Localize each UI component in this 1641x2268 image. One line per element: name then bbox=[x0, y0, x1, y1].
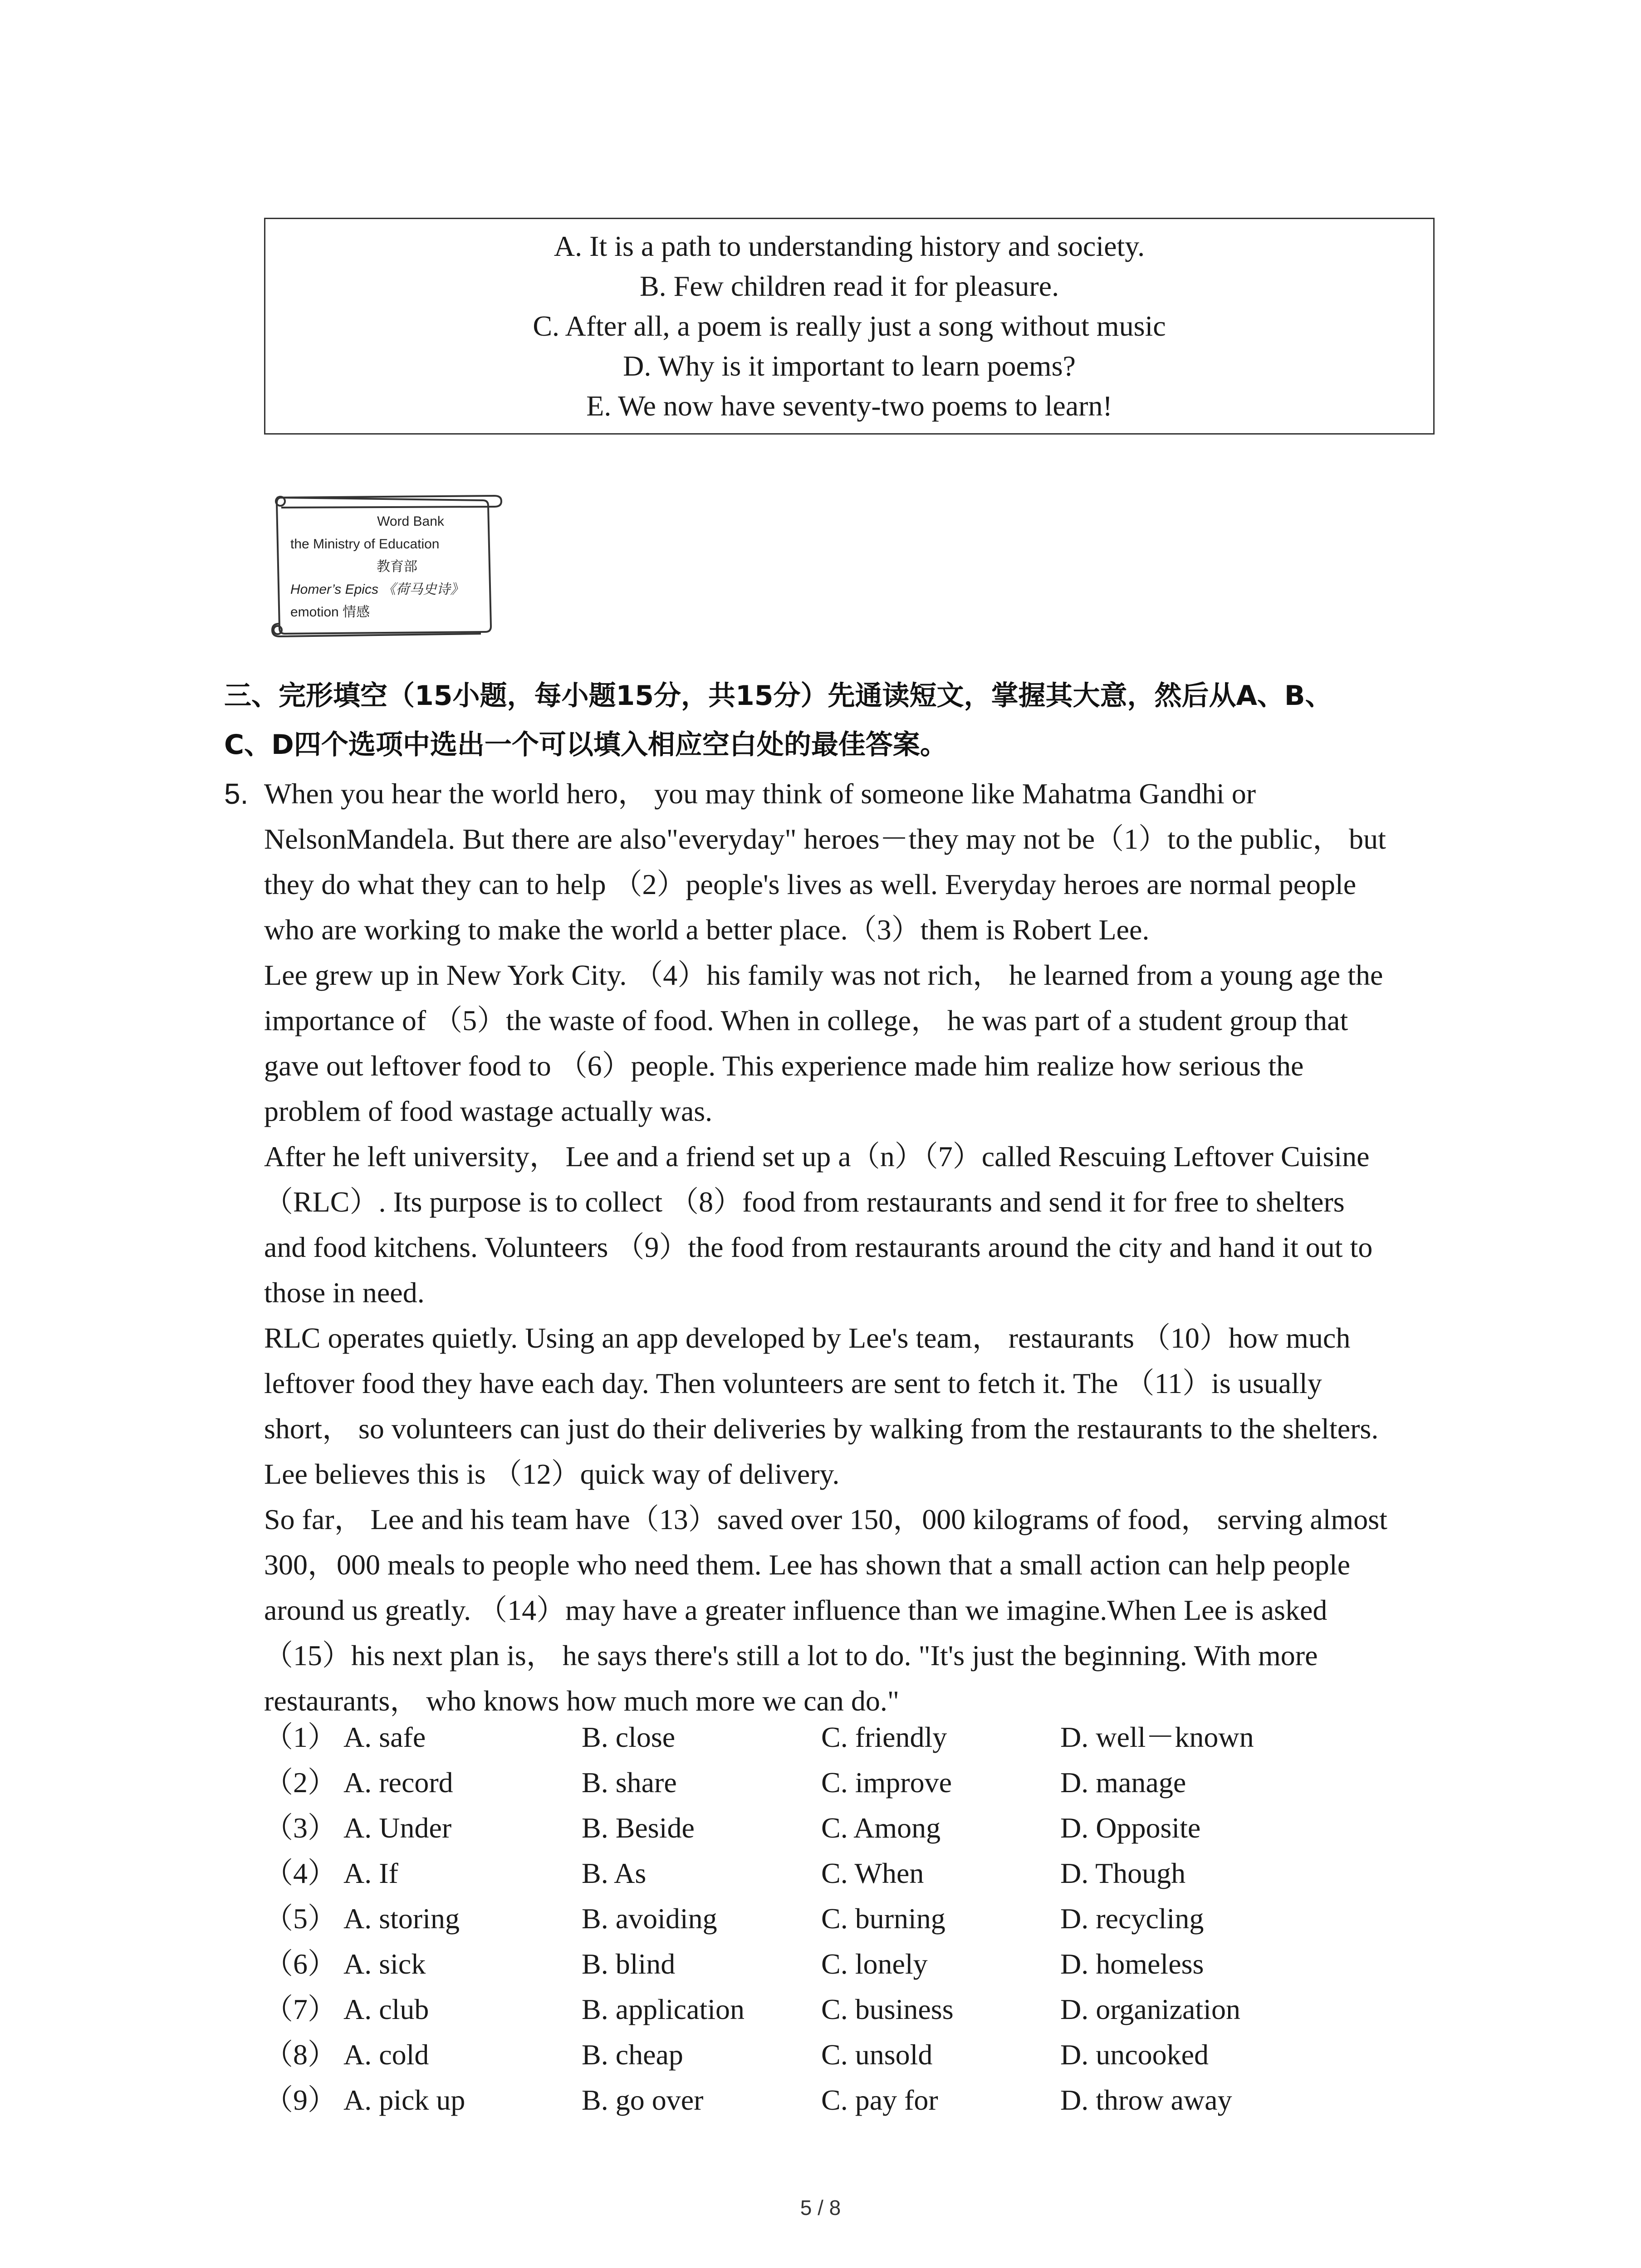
choice-row bbox=[264, 1941, 1444, 1987]
choice-b: B. avoiding bbox=[582, 1902, 717, 1935]
word-bank-row: 教育部 bbox=[377, 559, 417, 574]
passage-line: those in need. bbox=[264, 1276, 425, 1309]
passage-line: and food kitchens. Volunteers （9）the food from restaurants around the city and hand it out to bbox=[264, 1231, 1373, 1263]
choice-row bbox=[264, 1760, 1444, 1805]
choice-c: C. lonely bbox=[821, 1948, 928, 1980]
option-e: E. We now have seventy-two poems to learn! bbox=[586, 390, 1112, 422]
passage-line: Lee grew up in New York City. （4）his family was not rich， he learned from a young age the bbox=[264, 959, 1383, 991]
blank-number: （1） bbox=[264, 1721, 337, 1753]
choice-row bbox=[264, 2032, 1444, 2077]
choice-b: B. blind bbox=[582, 1948, 676, 1980]
choice-d: D. uncooked bbox=[1060, 2038, 1209, 2071]
passage-line: around us greatly. （14）may have a greater influence than we imagine.When Lee is asked bbox=[264, 1594, 1327, 1626]
section-heading-line: C、D四个选项中选出一个可以填入相应空白处的最佳答案。 bbox=[224, 729, 947, 761]
word-bank bbox=[268, 488, 504, 642]
passage-line: restaurants， who knows how much more we can do." bbox=[264, 1685, 900, 1717]
choice-c: C. burning bbox=[821, 1902, 945, 1935]
choice-row bbox=[264, 1715, 1444, 1760]
choice-a: A. record bbox=[343, 1766, 453, 1799]
choice-d: D. recycling bbox=[1060, 1902, 1204, 1935]
passage bbox=[264, 771, 1444, 1724]
blank-number: （6） bbox=[264, 1948, 337, 1980]
choice-b: B. close bbox=[582, 1721, 676, 1753]
choice-d: D. Opposite bbox=[1060, 1812, 1201, 1844]
choice-c: C. Among bbox=[821, 1812, 941, 1844]
blank-number: （3） bbox=[264, 1812, 337, 1844]
passage-line: who are working to make the world a better place.（3）them is Robert Lee. bbox=[264, 914, 1150, 946]
choice-c: C. improve bbox=[821, 1766, 952, 1799]
option-b: B. Few children read it for pleasure. bbox=[639, 270, 1059, 302]
blank-number: （5） bbox=[264, 1902, 337, 1935]
blank-number: （2） bbox=[264, 1766, 337, 1799]
passage-line: short， so volunteers can just do their deliveries by walking from the restaurants to the shelters. bbox=[264, 1413, 1379, 1445]
section-heading bbox=[224, 671, 1431, 769]
choice-c: C. business bbox=[821, 1993, 954, 2025]
passage-line: （15）his next plan is， he says there's still a lot to do. "It's just the beginning. With more bbox=[264, 1639, 1318, 1672]
passage-line: When you hear the world hero， you may think of someone like Mahatma Gandhi or bbox=[264, 777, 1256, 810]
passage-line: leftover food they have each day. Then volunteers are sent to fetch it. The （11）is usually bbox=[264, 1367, 1322, 1399]
choice-c: C. When bbox=[821, 1857, 924, 1889]
choice-c: C. friendly bbox=[821, 1721, 947, 1753]
blank-number: （9） bbox=[264, 2084, 337, 2116]
choice-row bbox=[264, 1987, 1444, 2032]
choice-b: B. application bbox=[582, 1993, 745, 2025]
section-heading-line: 三、完形填空（15小题，每小题15分，共15分）先通读短文，掌握其大意，然后从A、B、 bbox=[224, 680, 1332, 712]
option-a: A. It is a path to understanding history and society. bbox=[554, 230, 1145, 262]
choice-a: A. club bbox=[343, 1993, 429, 2025]
choice-d: D. homeless bbox=[1060, 1948, 1204, 1980]
choice-d: D. organization bbox=[1060, 1993, 1240, 2025]
choice-a: A. pick up bbox=[343, 2084, 465, 2116]
choice-a: A. sick bbox=[343, 1948, 426, 1980]
passage-line: Lee believes this is （12）quick way of delivery. bbox=[264, 1458, 840, 1490]
choice-a: A. cold bbox=[343, 2038, 429, 2071]
passage-line: RLC operates quietly. Using an app developed by Lee's team， restaurants （10）how much bbox=[264, 1322, 1351, 1354]
choice-d: D. manage bbox=[1060, 1766, 1186, 1799]
choice-d: D. well－known bbox=[1060, 1721, 1254, 1753]
choice-a: A. Under bbox=[343, 1812, 452, 1844]
choice-a: A. If bbox=[343, 1857, 398, 1889]
choice-b: B. share bbox=[582, 1766, 677, 1799]
page-number: 5 / 8 bbox=[800, 2196, 841, 2219]
choice-a: A. storing bbox=[343, 1902, 460, 1935]
choice-b: B. As bbox=[582, 1857, 647, 1889]
choice-b: B. Beside bbox=[582, 1812, 695, 1844]
word-bank-row: emotion 情感 bbox=[290, 605, 370, 620]
choice-c: C. unsold bbox=[821, 2038, 933, 2071]
option-d: D. Why is it important to learn poems? bbox=[623, 350, 1076, 382]
passage-line: problem of food wastage actually was. bbox=[264, 1095, 713, 1127]
answer-choices bbox=[264, 1715, 1444, 2123]
choice-row bbox=[264, 1805, 1444, 1851]
passage-line: NelsonMandela. But there are also"everyday" heroes－they may not be（1）to the public， but bbox=[264, 823, 1386, 855]
choice-row bbox=[264, 1851, 1444, 1896]
blank-number: （8） bbox=[264, 2038, 337, 2071]
choice-c: C. pay for bbox=[821, 2084, 938, 2116]
choice-d: D. Though bbox=[1060, 1857, 1186, 1889]
choice-d: D. throw away bbox=[1060, 2084, 1232, 2116]
passage-line: gave out leftover food to （6）people. This experience made him realize how serious the bbox=[264, 1050, 1304, 1082]
choice-b: B. cheap bbox=[582, 2038, 683, 2071]
passage-line: 300，000 meals to people who need them. Lee has shown that a small action can help people bbox=[264, 1549, 1350, 1581]
question-number: 5. bbox=[224, 777, 249, 810]
blank-number: （4） bbox=[264, 1857, 337, 1889]
passage-line: So far， Lee and his team have（13）saved over 150，000 kilograms of food， serving almost bbox=[264, 1503, 1387, 1535]
word-bank-title: Word Bank bbox=[377, 514, 444, 529]
passage-line: （RLC）. Its purpose is to collect （8）food from restaurants and send it for free to shelters bbox=[264, 1186, 1345, 1218]
passage-line: importance of （5）the waste of food. When in college， he was part of a student group that bbox=[264, 1004, 1348, 1036]
choice-row bbox=[264, 2077, 1444, 2123]
passage-line: After he left university， Lee and a friend set up a（n）（7）called Rescuing Leftover Cuisine bbox=[264, 1140, 1370, 1173]
option-c: C. After all, a poem is really just a song without music bbox=[533, 310, 1166, 342]
options-box bbox=[264, 218, 1435, 435]
choice-a: A. safe bbox=[343, 1721, 426, 1753]
passage-line: they do what they can to help （2）people's lives as well. Everyday heroes are normal people bbox=[264, 868, 1357, 900]
word-bank-row: Homer’s Epics 《荷马史诗》 bbox=[290, 582, 464, 597]
choice-b: B. go over bbox=[582, 2084, 704, 2116]
blank-number: （7） bbox=[264, 1993, 337, 2025]
choice-row bbox=[264, 1896, 1444, 1941]
word-bank-row: the Ministry of Education bbox=[290, 537, 440, 552]
